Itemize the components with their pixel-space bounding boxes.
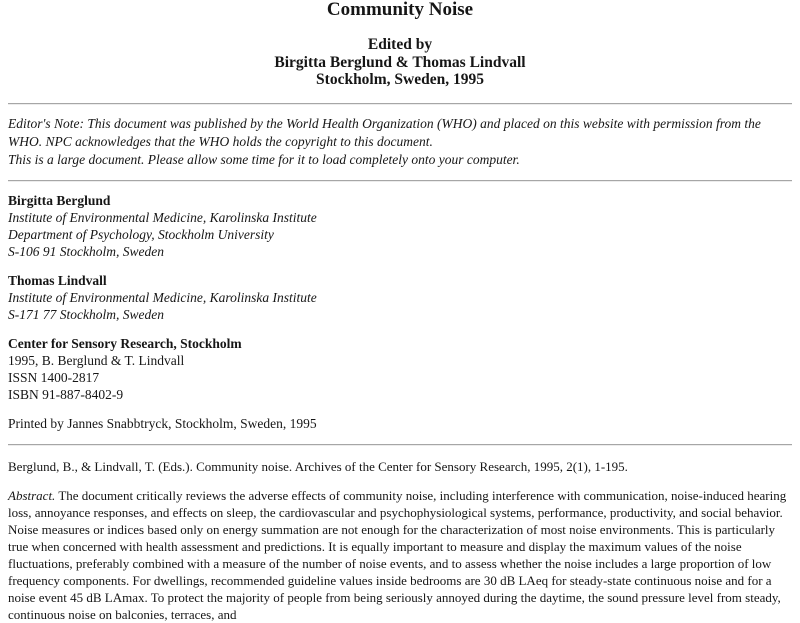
page-title: Community Noise xyxy=(326,0,474,20)
issn: ISSN 1400-2817 xyxy=(8,369,100,385)
subtitle-block xyxy=(8,36,792,89)
author-name: Thomas Lindvall xyxy=(8,272,107,288)
author-affiliation: Department of Psychology, Stockholm University xyxy=(8,226,274,242)
copyright-line: 1995, B. Berglund & T. Lindvall xyxy=(8,352,185,368)
authors-section xyxy=(8,192,792,432)
abstract-label: Abstract. xyxy=(8,487,56,503)
editors-note xyxy=(8,115,792,169)
subtitle-editors: Birgitta Berglund & Thomas Lindvall xyxy=(274,53,526,71)
editors-note-line-1: Editor's Note: This document was published by the World Health Organization (WHO) and placed on this website with permission from the WHO. NPC acknowledges that the WHO holds the copyright to this document. xyxy=(8,115,761,149)
author-address: S-106 91 Stockholm, Sweden xyxy=(8,243,164,259)
subtitle-place-year: Stockholm, Sweden, 1995 xyxy=(316,71,484,88)
author-address: S-171 77 Stockholm, Sweden xyxy=(8,306,164,322)
author-name: Birgitta Berglund xyxy=(8,192,111,208)
divider-before-citation xyxy=(8,444,792,446)
divider-after-note xyxy=(8,180,792,182)
citation-line: Berglund, B., & Lindvall, T. (Eds.). Community noise. Archives of the Center for Sensory Research, 1995, 2(1), 1-195. xyxy=(8,458,628,474)
isbn: ISBN 91-887-8402-9 xyxy=(8,386,124,402)
publisher-block xyxy=(8,335,792,403)
abstract-paragraph xyxy=(8,487,792,623)
author-block-1 xyxy=(8,192,792,260)
author-affiliation: Institute of Environmental Medicine, Karolinska Institute xyxy=(8,289,317,305)
editors-note-line-2: This is a large document. Please allow some time for it to load completely onto your computer. xyxy=(8,151,520,167)
author-affiliation: Institute of Environmental Medicine, Karolinska Institute xyxy=(8,209,317,225)
publisher-name: Center for Sensory Research, Stockholm xyxy=(8,335,242,351)
subtitle-edited-by: Edited by xyxy=(367,36,433,53)
printed-by-line: Printed by Jannes Snabbtryck, Stockholm, Sweden, 1995 xyxy=(8,415,317,431)
divider-top xyxy=(8,103,792,105)
author-block-2 xyxy=(8,272,792,323)
abstract-text: The document critically reviews the adverse effects of community noise, including interference with communication, noise-induced hearing loss, annoyance responses, and effects on sleep, the cardiovascular and psychophysiological systems, performance, productivity, and social behavior. Noise measures or indices based only on energy summation are not enough for the characterization of most noise environments. This is particularly true when concerned with health assessment and predictions. It is equally important to measure and display the maximum values of the noise fluctuations, preferably combined with a measure of the number of noise events, and to assess whether the noise includes a large proportion of low frequency components. For dwellings, recommended guideline values inside bedrooms are 30 dB LAeq for steady-state continuous noise and for a noise event 45 dB LAmax. To protect the majority of people from being seriously annoyed during the daytime, the sound pressure level from steady, continuous noise on balconies, terraces, and xyxy=(8,487,787,622)
